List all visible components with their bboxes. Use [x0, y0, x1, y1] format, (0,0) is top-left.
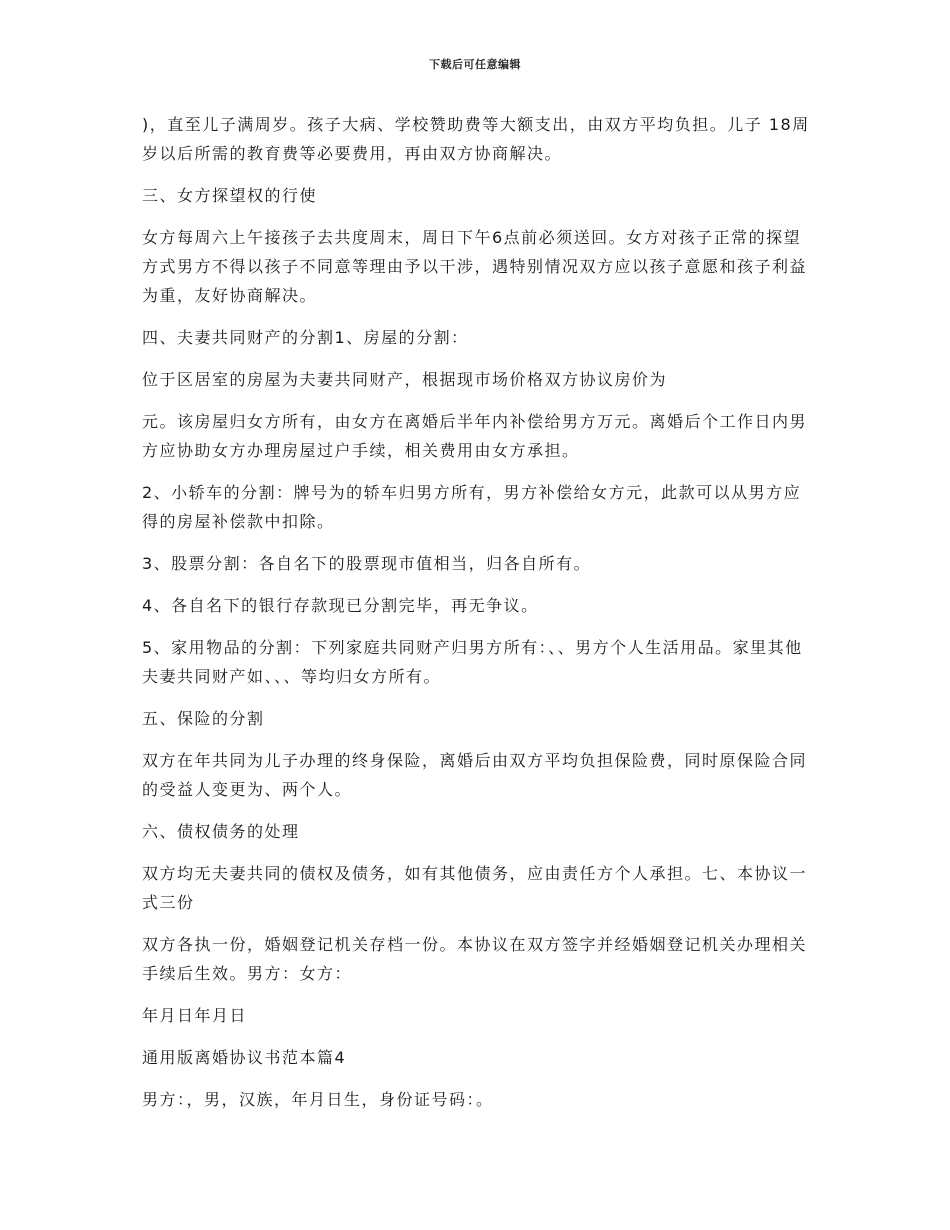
heading-insurance: 五、保险的分割	[142, 709, 265, 728]
paragraph-male-party-info: 男方：，男，汉族，年月日生，身份证号码：。	[142, 1090, 494, 1109]
paragraph-visitation: 女方每周六上午接孩子去共度周末，周日下午6点前必须送回。女方对孩子正常的探望方式男方不得以孩子不同意等理由予以干涉，遇特别情况双方应以孩子意愿和孩子利益为重，友好协商解决。	[142, 228, 808, 305]
page-header: 下载后可任意编辑	[429, 58, 521, 71]
heading-property-division: 四、夫妻共同财产的分割1、房屋的分割：	[142, 328, 469, 347]
paragraph-copies-signatures: 双方各执一份，婚姻登记机关存档一份。本协议在双方签字并经婚姻登记机关办理相关手续后生效。男方：女方：	[142, 935, 808, 983]
heading-debts: 六、债权债务的处理	[142, 822, 300, 841]
paragraph-household-items: 5、家用物品的分割：下列家庭共同财产归男方所有：、、男方个人生活用品。家里其他夫妻共同财产如、、、等均归女方所有。	[142, 638, 803, 686]
paragraph-stock-division: 3、股票分割：各自名下的股票现市值相当，归各自所有。	[142, 554, 592, 573]
paragraph-debts: 双方均无夫妻共同的债权及债务，如有其他债务，应由责任方个人承担。七、本协议一式三份	[142, 864, 808, 912]
paragraph-child-support: )，直至儿子满周岁。孩子大病、学校赞助费等大额支出，由双方平均负担。儿子 18周岁以后所需的教育费等必要费用，再由双方协商解决。	[142, 115, 810, 163]
document-body	[142, 110, 814, 1127]
paragraph-insurance: 双方在年共同为儿子办理的终身保险，离婚后由双方平均负担保险费，同时原保险合同的受益人变更为、两个人。	[142, 751, 808, 799]
paragraph-car-division: 2、小轿车的分割：牌号为的轿车归男方所有，男方补偿给女方元，此款可以从男方应得的房屋补偿款中扣除。	[142, 483, 802, 531]
paragraph-house-ownership: 元。该房屋归女方所有，由女方在离婚后半年内补偿给男方万元。离婚后个工作日内男方应协助女方办理房屋过户手续，相关费用由女方承担。	[142, 412, 808, 460]
heading-visitation-rights: 三、女方探望权的行使	[142, 186, 318, 205]
heading-template-4: 通用版离婚协议书范本篇4	[142, 1048, 347, 1067]
paragraph-dates: 年月日年月日	[142, 1006, 248, 1025]
paragraph-bank-deposits: 4、各自名下的银行存款现已分割完毕，再无争议。	[142, 596, 539, 615]
paragraph-house-location: 位于区居室的房屋为夫妻共同财产，根据现市场价格双方协议房价为	[142, 370, 668, 389]
